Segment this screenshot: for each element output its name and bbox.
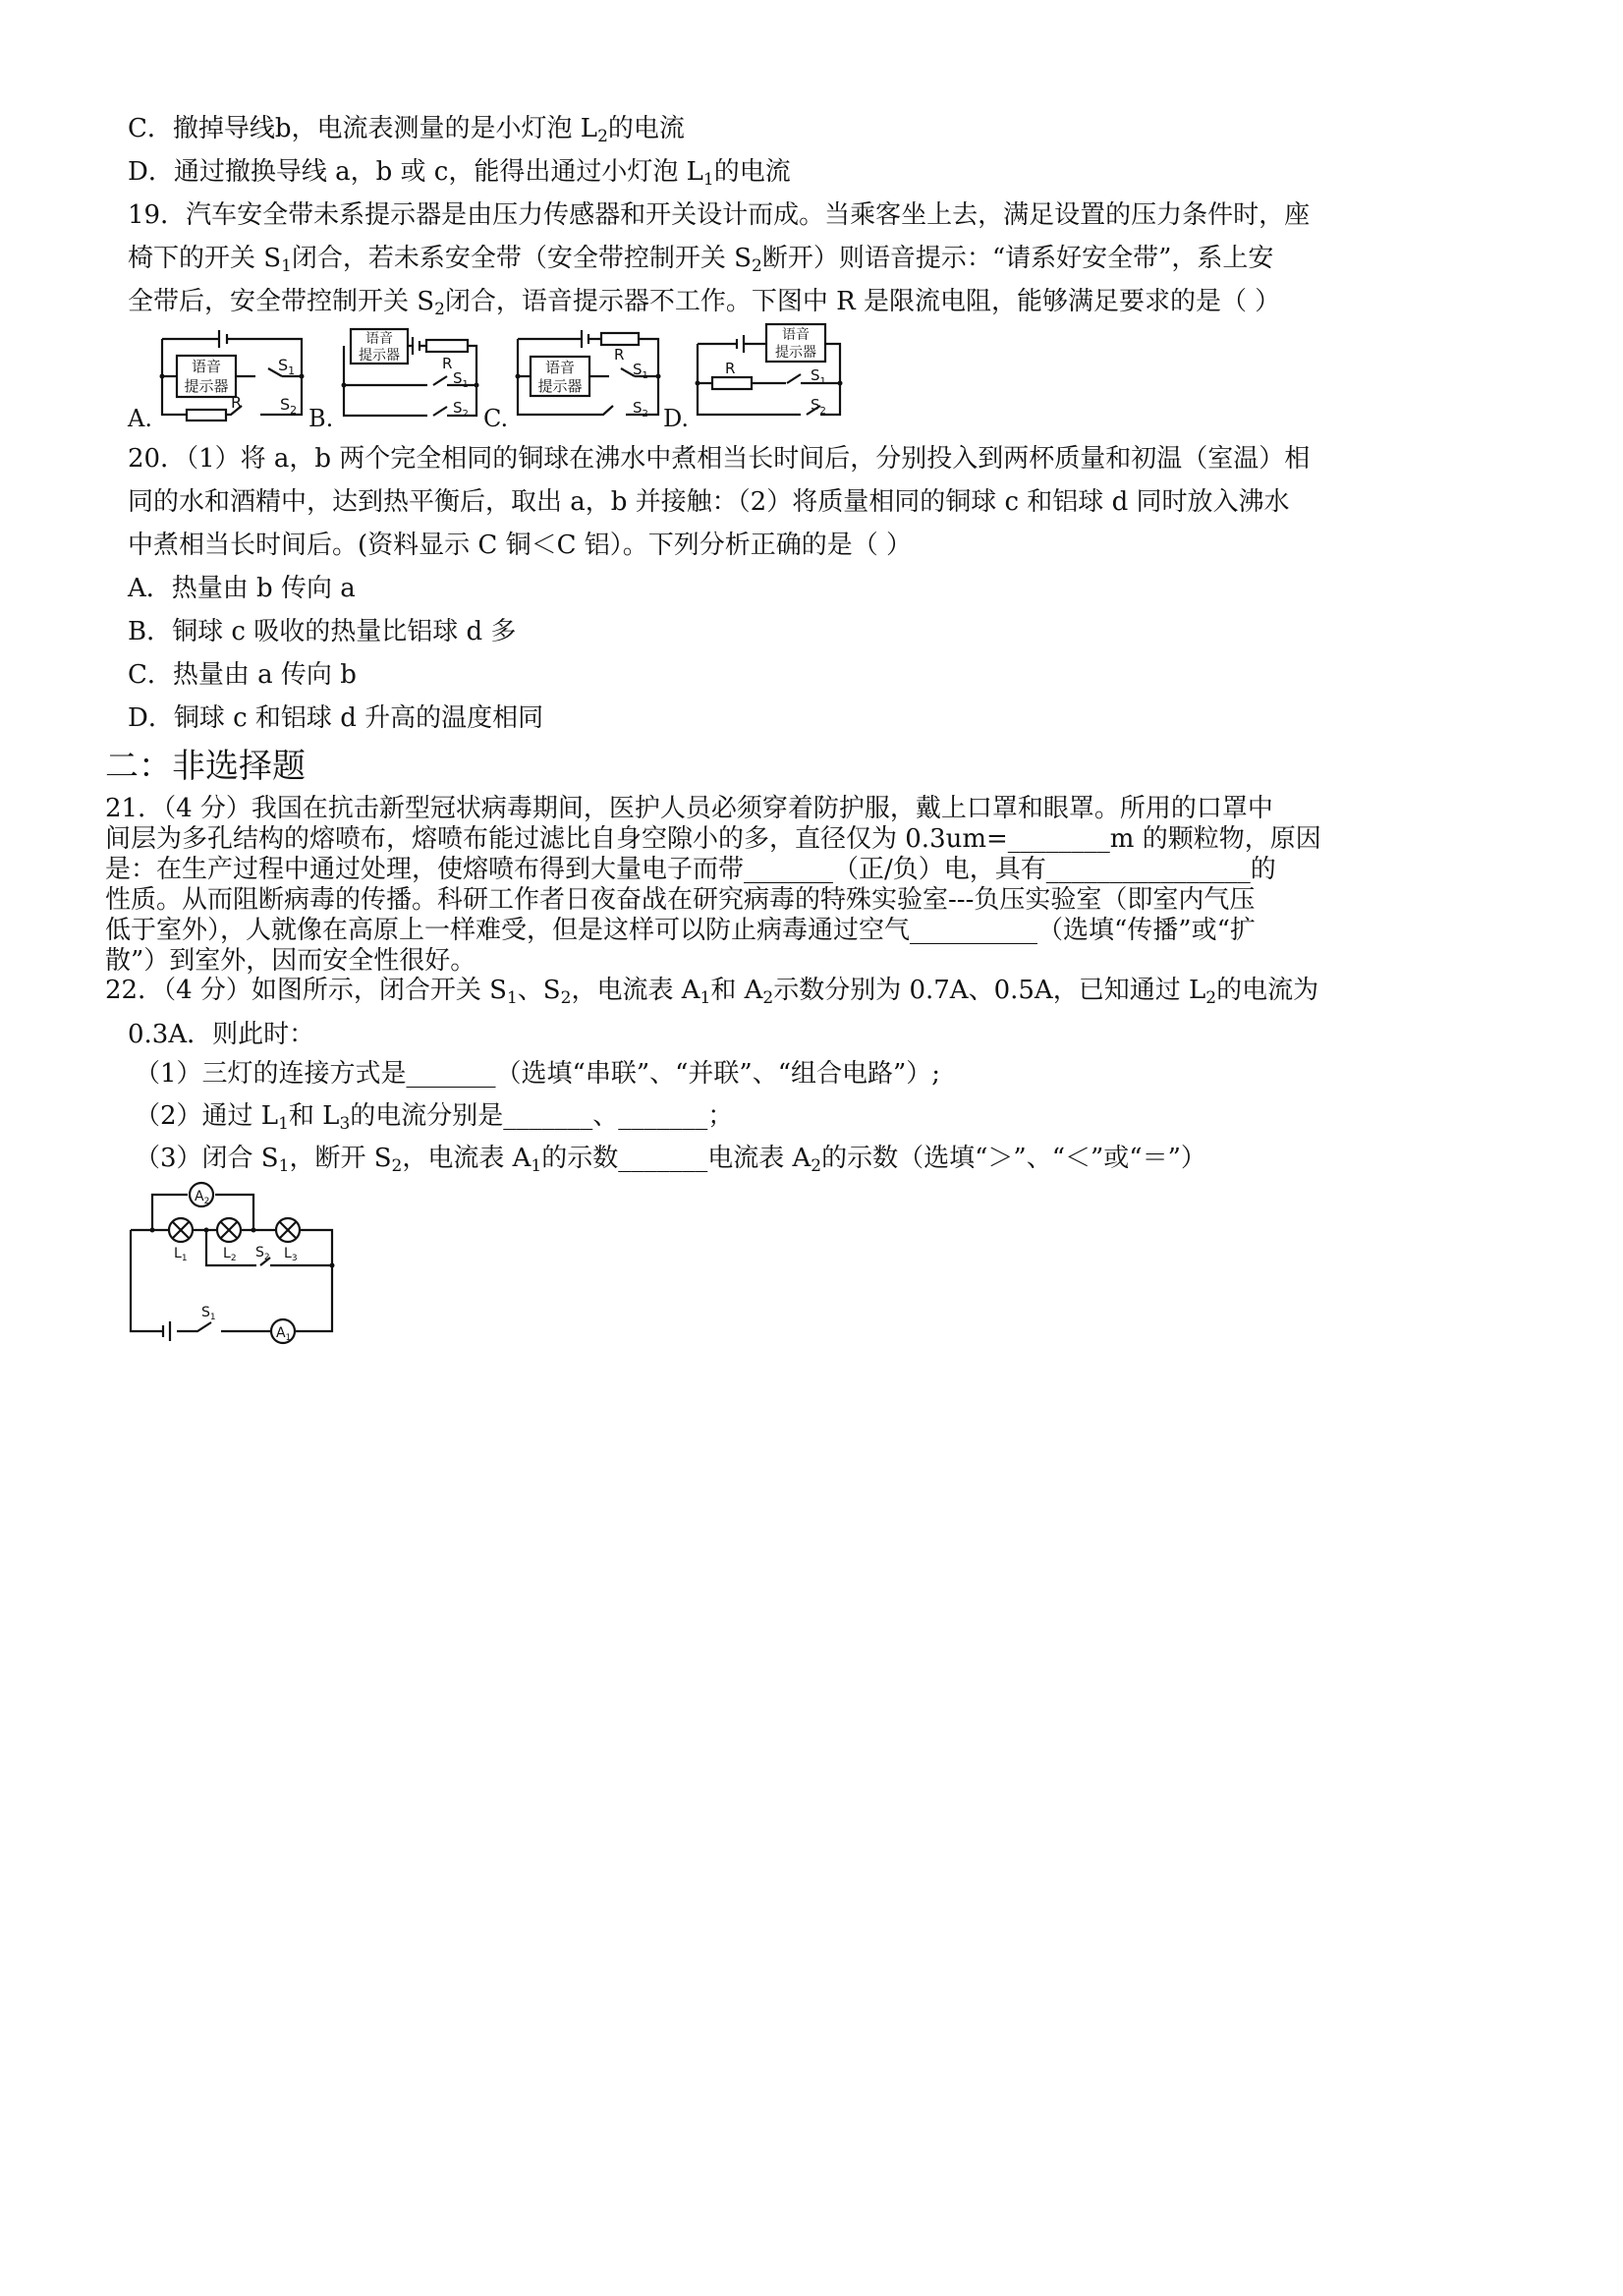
q22-part-1: （1）三灯的连接方式是_______（选填“串联”、“并联”、“组合电路”）; xyxy=(135,1059,941,1089)
resistor-label: R xyxy=(725,360,736,377)
switch-label: $S_2$ xyxy=(280,395,298,417)
q21-stem-line6: 散”）到室外，因而安全性很好。 xyxy=(105,946,476,976)
q21-stem-line1: 21．（4 分）我国在抗击新型冠状病毒期间，医护人员必须穿着防护服，戴上口罩和眼罩。所用的口罩中 xyxy=(105,794,1273,823)
lamp-l3-label: $L_3$ xyxy=(284,1246,298,1263)
q19-stem-line2: 椅下的开关 $S_1$闭合，若未系安全带（安全带控制开关 $S_2$断开）则语音提示：“请系好安全带”，系上安 xyxy=(128,244,1274,276)
lamp-l1-label: $L_1$ xyxy=(174,1246,188,1263)
q20-stem-line2: 同的水和酒精中，达到热平衡后，取出 a，b 并接触：（2）将质量相同的铜球 c 和铝球 d 同时放入沸水 xyxy=(128,487,1290,517)
q22-part-3: （3）闭合 $S_1$，断开 $S_2$，电流表 $A_1$的示数_______电流表 $A_2$的示数（选填“＞”、“＜”或“＝”） xyxy=(135,1144,1206,1176)
lamp-l2-icon xyxy=(217,1218,241,1242)
speaker-label: 语音 xyxy=(782,327,810,343)
q22-stem-line2: 0.3A．则此时： xyxy=(128,1020,315,1049)
switch-label: $S_1$ xyxy=(278,356,296,377)
q18-option-d: D．通过撤换导线 a，b 或 c，能得出通过小灯泡 $L_1$的电流 xyxy=(128,157,791,190)
q19-label-a: A. xyxy=(128,405,152,432)
speaker-label: 提示器 xyxy=(537,377,583,395)
circuit-diagram-c xyxy=(513,327,665,422)
circuit-diagram-a xyxy=(152,329,309,422)
switch-label: $S_1$ xyxy=(453,369,469,390)
circuit-diagram-d xyxy=(693,319,865,422)
section-title: 二：非选择题 xyxy=(105,747,306,786)
switch-s2-label: $S_2$ xyxy=(255,1245,270,1262)
circuit-diagram-b xyxy=(339,324,486,422)
q19-stem-line1: 19．汽车安全带未系提示器是由压力传感器和开关设计而成。当乘客坐上去，满足设置的压力条件时，座 xyxy=(128,200,1311,230)
speaker-label: 语音 xyxy=(365,331,393,347)
q19-label-b: B. xyxy=(308,405,334,432)
switch-label: $S_2$ xyxy=(633,399,648,420)
q19-label-d: D. xyxy=(663,405,690,432)
q20-stem-line3: 中煮相当长时间后。(资料显示 C 铜＜C 铝）。下列分析正确的是（ ） xyxy=(128,531,912,560)
q22-circuit-diagram xyxy=(123,1179,349,1351)
switch-label: $S_2$ xyxy=(453,399,469,420)
q20-option-c: C．热量由 a 传向 b xyxy=(128,660,357,690)
q20-option-a: A．热量由 b 传向 a xyxy=(128,574,356,603)
resistor-label: R xyxy=(614,346,625,364)
q22-part-2: （2）通过 $L_1$和 $L_3$的电流分别是_______、_______； xyxy=(135,1101,734,1134)
lamp-l1-icon xyxy=(169,1218,193,1242)
q21-stem-line4: 性质。从而阻断病毒的传播。科研工作者日夜奋战在研究病毒的特殊实验室---负压实验室（即室内气压 xyxy=(105,885,1256,915)
speaker-label: 提示器 xyxy=(184,377,229,395)
q18-option-c: C．撤掉导线b，电流表测量的是小灯泡 $L_2$的电流 xyxy=(128,114,685,146)
resistor-label: R xyxy=(231,393,243,412)
q19-label-c: C. xyxy=(483,405,509,432)
speaker-label: 语音 xyxy=(191,358,222,375)
speaker-label: 语音 xyxy=(544,359,576,376)
q20-stem-line1: 20．（1）将 a，b 两个完全相同的铜球在沸水中煮相当长时间后，分别投入到两杯质量和初温（室温）相 xyxy=(128,444,1311,474)
lamp-l3-icon xyxy=(276,1218,300,1242)
speaker-label: 提示器 xyxy=(359,348,400,364)
lamp-l2-label: $L_2$ xyxy=(223,1246,237,1263)
q21-stem-line3: 是：在生产过程中通过处理，使熔喷布得到大量电子而带_______（正/负）电，具有________________的 xyxy=(105,855,1276,884)
switch-label: $S_2$ xyxy=(811,396,826,417)
q20-option-d: D．铜球 c 和铝球 d 升高的温度相同 xyxy=(128,703,544,733)
speaker-label: 提示器 xyxy=(775,345,816,361)
q22-stem-line1: 22．（4 分）如图所示，闭合开关 $S_1$、$S_2$，电流表 $A_1$和 $A_2$示数分别为 0.7A、0.5A，已知通过 $L_2$的电流为 xyxy=(105,976,1319,1008)
resistor-label: R xyxy=(442,355,453,372)
ammeter-a1-label: $A_1$ xyxy=(276,1325,292,1343)
q21-stem-line5: 低于室外），人就像在高原上一样难受，但是这样可以防止病毒通过空气__________（选填“传播”或“扩 xyxy=(105,916,1256,945)
switch-label: $S_1$ xyxy=(633,361,648,381)
ammeter-a2-label: $A_2$ xyxy=(195,1189,210,1206)
switch-s1-label: $S_1$ xyxy=(201,1305,216,1322)
q21-stem-line2: 间层为多孔结构的熔喷布，熔喷布能过滤比自身空隙小的多，直径仅为 0.3um=________m 的颗粒物，原因 xyxy=(105,824,1321,854)
q19-stem-line3: 全带后，安全带控制开关 $S_2$闭合，语音提示器不工作。下图中 R 是限流电阻，能够满足要求的是（ ） xyxy=(128,287,1281,319)
q20-option-b: B．铜球 c 吸收的热量比铝球 d 多 xyxy=(128,617,517,646)
switch-label: $S_1$ xyxy=(811,366,826,387)
